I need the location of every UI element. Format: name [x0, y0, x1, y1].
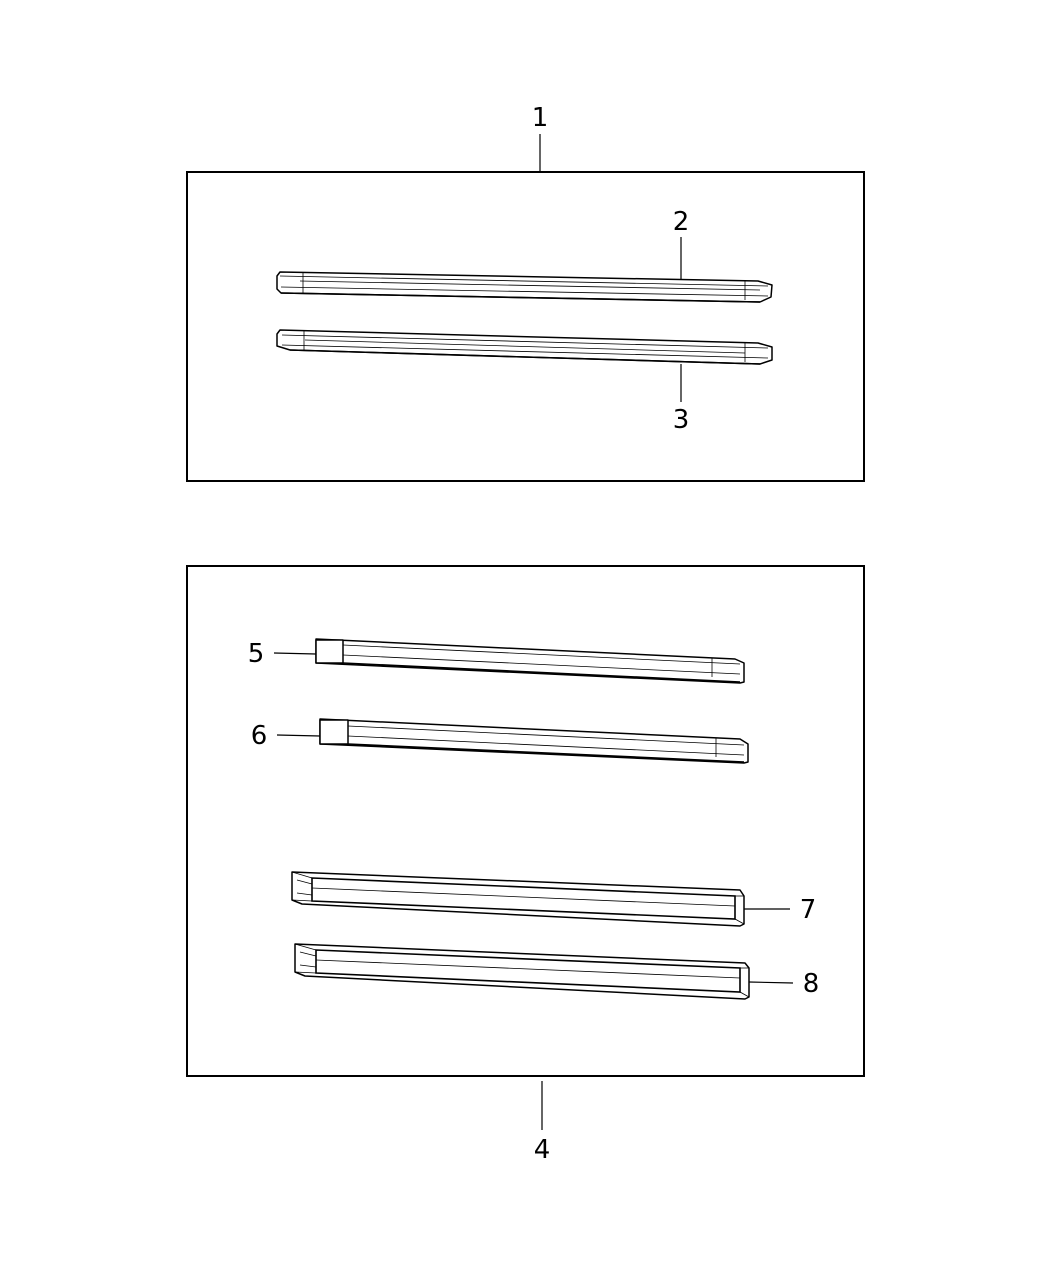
callout-5: 5	[247, 639, 265, 669]
sill-guard-7	[292, 872, 744, 926]
molding-strip-5	[316, 639, 744, 683]
lower-kit-group	[187, 566, 864, 1165]
leader-5	[274, 653, 316, 654]
molding-strip-6	[320, 719, 748, 763]
molding-strip-2	[277, 272, 772, 302]
callout-6: 6	[250, 721, 268, 751]
sill-guard-8	[295, 944, 749, 999]
callout-4: 4	[533, 1135, 551, 1165]
upper-kit-frame	[187, 172, 864, 481]
callout-1: 1	[531, 103, 549, 133]
callout-3: 3	[672, 405, 690, 435]
upper-kit-group	[187, 103, 864, 481]
leader-6	[277, 735, 320, 736]
callout-8: 8	[802, 969, 820, 999]
callout-2: 2	[672, 207, 690, 237]
lower-kit-frame	[187, 566, 864, 1076]
leader-8	[749, 982, 793, 983]
callout-7: 7	[799, 895, 817, 925]
molding-strip-3	[277, 330, 772, 364]
